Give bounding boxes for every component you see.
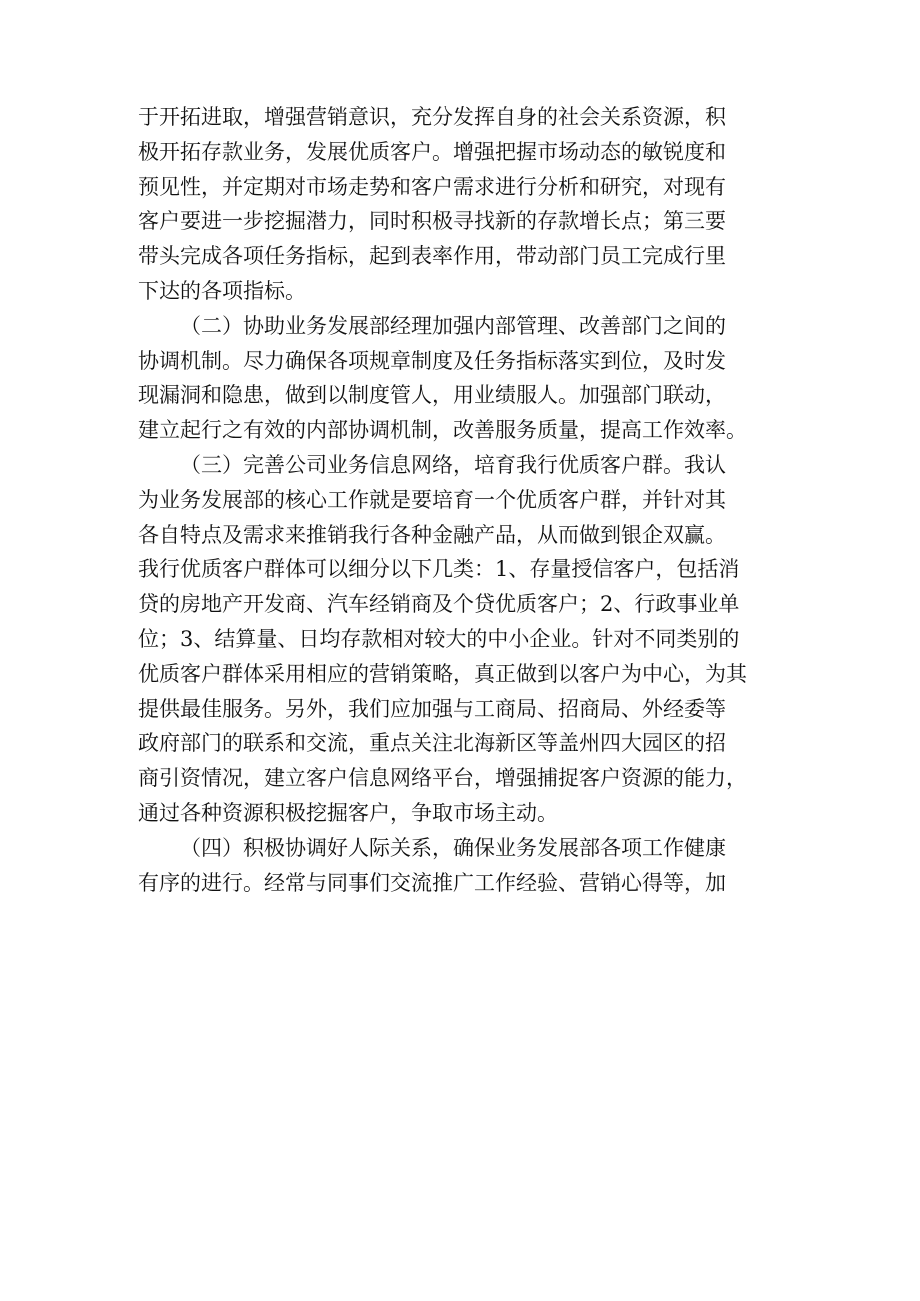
- paragraph-heading-line: （四）积极协调好人际关系，确保业务发展部各项工作健康: [180, 835, 726, 860]
- text-line: 建立起行之有效的内部协调机制，改善服务质量，提高工作效率。: [138, 418, 747, 443]
- text-line: 商引资情况，建立客户信息网络平台，增强捕捉客户资源的能力，: [138, 766, 747, 791]
- text-line: 提供最佳服务。另外，我们应加强与工商局、招商局、外经委等: [138, 696, 726, 721]
- text-line: 带头完成各项任务指标，起到表率作用，带动部门员工完成行里: [138, 244, 726, 269]
- text-line: 下达的各项指标。: [138, 278, 306, 303]
- text-line: 通过各种资源积极挖掘客户，争取市场主动。: [138, 800, 558, 825]
- text-line: 优质客户群体采用相应的营销策略，真正做到以客户为中心，为其: [138, 661, 747, 686]
- text-line: 于开拓进取，增强营销意识，充分发挥自身的社会关系资源，积: [138, 105, 726, 129]
- text-line: 极开拓存款业务，发展优质客户。增强把握市场动态的敏锐度和: [138, 139, 726, 164]
- paragraph-heading-line: （二）协助业务发展部经理加强内部管理、改善部门之间的: [180, 313, 726, 338]
- text-line: 位；3、结算量、日均存款相对较大的中小企业。针对不同类别的: [138, 626, 740, 651]
- paragraph-heading-line: （三）完善公司业务信息网络，培育我行优质客户群。我认: [180, 452, 726, 477]
- document-body: [138, 100, 788, 900]
- text-line: 贷的房地产开发商、汽车经销商及个贷优质客户；2、行政事业单: [138, 592, 740, 617]
- text-line: 有序的进行。经常与同事们交流推广工作经验、营销心得等，加: [138, 870, 726, 895]
- text-line: 我行优质客户群体可以细分以下几类：1、存量授信客户，包括消: [138, 557, 740, 582]
- text-line: 政府部门的联系和交流，重点关注北海新区等盖州四大园区的招: [138, 731, 726, 756]
- text-line: 为业务发展部的核心工作就是要培育一个优质客户群，并针对其: [138, 487, 726, 512]
- text-line: 现漏洞和隐患，做到以制度管人，用业绩服人。加强部门联动，: [138, 383, 726, 408]
- text-line: 各自特点及需求来推销我行各种金融产品，从而做到银企双赢。: [138, 522, 726, 547]
- text-line: 预见性，并定期对市场走势和客户需求进行分析和研究，对现有: [138, 174, 726, 199]
- text-line: 客户要进一步挖掘潜力，同时积极寻找新的存款增长点；第三要: [138, 209, 726, 234]
- text-line: 协调机制。尽力确保各项规章制度及任务指标落实到位，及时发: [138, 348, 726, 373]
